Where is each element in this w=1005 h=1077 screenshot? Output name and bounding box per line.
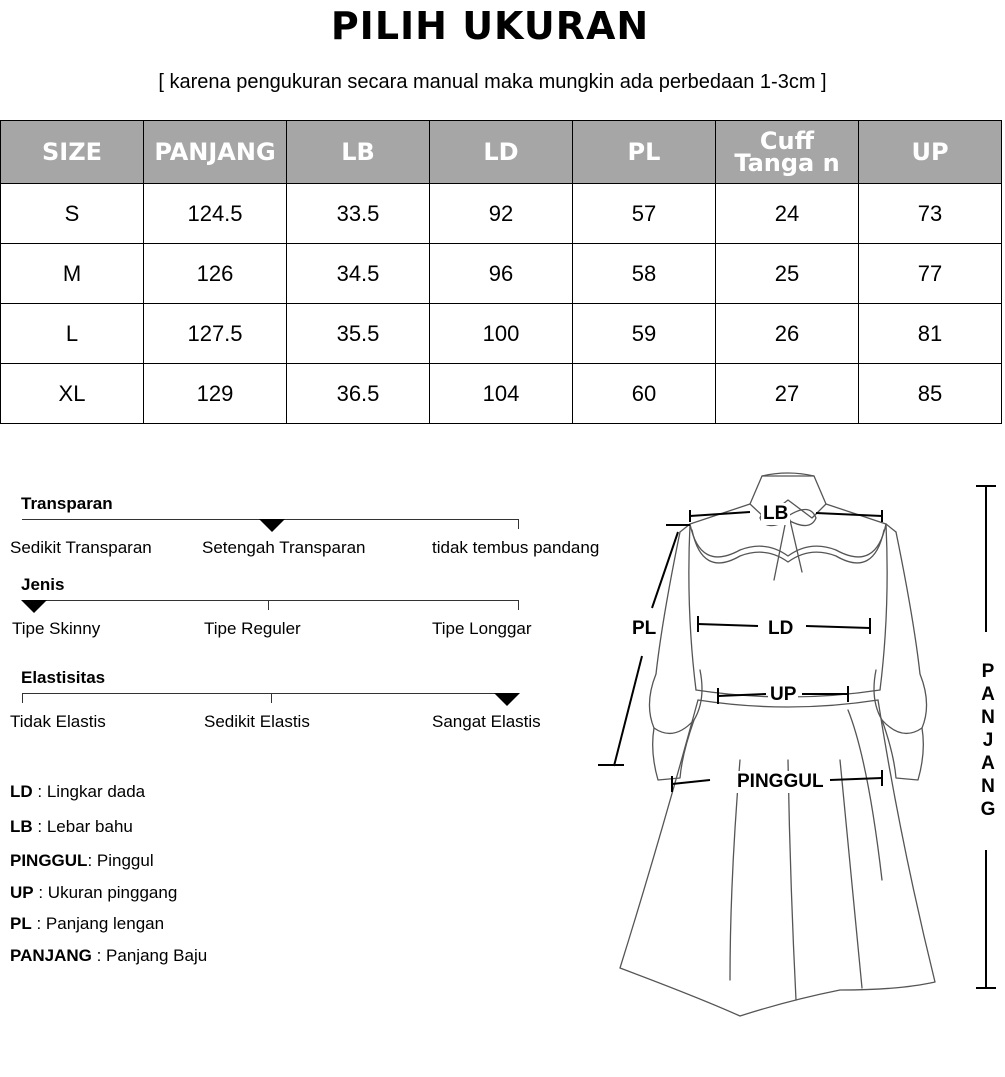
diagram-label-lb: LB [763, 503, 789, 524]
scale-tick [271, 693, 272, 703]
right-cuff [882, 720, 923, 780]
legend-item-ld [10, 782, 145, 802]
scale-label: Tipe Longgar [432, 619, 532, 638]
legend-desc: Panjang Baju [106, 946, 208, 965]
scale-label: Sedikit Transparan [10, 538, 152, 557]
panjang-letter: P [981, 661, 995, 682]
measurement-note: [ karena pengukuran secara manual maka mungkin ada perbedaan 1-3cm ] [158, 71, 827, 93]
size-table [0, 120, 1002, 424]
legend-abbr: LB [10, 817, 33, 836]
panjang-letter: A [981, 684, 995, 705]
right-sleeve [874, 532, 927, 733]
dress-illustration [590, 460, 1005, 1025]
scale-label: Tipe Skinny [12, 619, 101, 638]
legend-abbr: PANJANG [10, 946, 92, 965]
legend-desc: Pinggul [96, 851, 154, 870]
header-panjang: PANJANG [144, 121, 287, 184]
scale-label: tidak tembus pandang [432, 538, 600, 557]
bodice-left [689, 524, 696, 690]
cell-up: 73 [859, 184, 1002, 244]
legend-separator: : [91, 946, 107, 965]
cell-pl: 59 [573, 304, 716, 364]
legend-separator: : [87, 851, 97, 870]
cell-lb: 36.5 [287, 364, 430, 424]
scale-title: Jenis [21, 575, 65, 594]
cell-ld: 104 [430, 364, 573, 424]
panjang-letter: A [981, 753, 995, 774]
scale-label: Setengah Transparan [202, 538, 366, 557]
scale-marker [21, 600, 47, 613]
skirt-folds [730, 760, 862, 1000]
panjang-letter: J [982, 730, 994, 751]
bodice-right [880, 524, 887, 690]
cell-up: 81 [859, 304, 1002, 364]
panjang-letter: N [981, 707, 995, 728]
header-up: UP [859, 121, 1002, 184]
legend-abbr: PINGGUL [10, 851, 88, 870]
scale-label: Sangat Elastis [432, 712, 541, 731]
yoke-stitch [692, 530, 884, 563]
legend-separator: : [32, 782, 47, 801]
pinggul-measure-left [672, 780, 710, 784]
skirt-slit [848, 710, 882, 880]
cell-panjang: 127.5 [144, 304, 287, 364]
cell-lb: 34.5 [287, 244, 430, 304]
yoke-line [690, 524, 886, 557]
cell-cuff: 24 [716, 184, 859, 244]
cell-cuff: 27 [716, 364, 859, 424]
ld-measure-right [806, 626, 870, 628]
lb-measure-right [816, 513, 882, 516]
cell-panjang: 129 [144, 364, 287, 424]
panjang-letter: G [980, 799, 996, 820]
legend-separator: : [31, 914, 46, 933]
scale-label: Tipe Reguler [204, 619, 301, 638]
cell-size: L [1, 304, 144, 364]
size-table-header [1, 121, 1002, 184]
scale-tick [22, 693, 23, 703]
table-row [1, 364, 1002, 424]
scale-tick [518, 600, 519, 610]
pinggul-measure-right [830, 778, 882, 780]
legend-desc: Ukuran pinggang [47, 883, 178, 902]
cell-size: XL [1, 364, 144, 424]
header-lb: LB [287, 121, 430, 184]
legend-item-lb [10, 817, 133, 837]
scale-label: Sedikit Elastis [204, 712, 310, 731]
cell-panjang: 126 [144, 244, 287, 304]
diagram-label-panjang [977, 660, 999, 821]
cell-pl: 60 [573, 364, 716, 424]
cell-lb: 35.5 [287, 304, 430, 364]
table-row [1, 244, 1002, 304]
scale-title: Transparan [21, 494, 113, 513]
legend-desc: Lingkar dada [46, 782, 146, 801]
cell-pl: 58 [573, 244, 716, 304]
legend-abbr: PL [10, 914, 32, 933]
legend-item-up [10, 883, 177, 903]
cell-pl: 57 [573, 184, 716, 244]
cell-panjang: 124.5 [144, 184, 287, 244]
scale-tick [518, 519, 519, 529]
scale-line [22, 600, 519, 601]
legend-item-panjang [10, 946, 207, 966]
cell-lb: 33.5 [287, 184, 430, 244]
cell-cuff: 26 [716, 304, 859, 364]
cell-up: 77 [859, 244, 1002, 304]
scale-marker [494, 693, 520, 706]
pl-measure-bottom [614, 656, 642, 766]
header-ld: LD [430, 121, 573, 184]
scale-tick [268, 600, 269, 610]
diagram-label-ld: LD [768, 618, 794, 639]
cell-up: 85 [859, 364, 1002, 424]
table-row [1, 304, 1002, 364]
header-pl: PL [573, 121, 716, 184]
legend-separator: : [33, 883, 48, 902]
cell-ld: 92 [430, 184, 573, 244]
legend-item-pl [10, 914, 164, 934]
legend-desc: Lebar bahu [46, 817, 133, 836]
legend-desc: Panjang lengan [45, 914, 165, 933]
header-size: SIZE [1, 121, 144, 184]
left-cuff [653, 720, 694, 780]
cell-ld: 100 [430, 304, 573, 364]
scale-title: Elastisitas [21, 668, 106, 687]
cell-ld: 96 [430, 244, 573, 304]
skirt [620, 700, 935, 1016]
diagram-label-pl: PL [632, 618, 657, 639]
panjang-letter: N [981, 776, 995, 797]
legend-abbr: LD [10, 782, 33, 801]
cell-size: M [1, 244, 144, 304]
page-title: PILIH UKURAN [330, 4, 650, 48]
header-cuff: Cuff Tanga n [716, 121, 859, 184]
diagram-label-up: UP [770, 684, 797, 705]
table-row [1, 184, 1002, 244]
lb-measure-left [690, 512, 750, 516]
pl-measure-top [652, 532, 678, 608]
legend-separator: : [32, 817, 47, 836]
cell-cuff: 25 [716, 244, 859, 304]
legend-abbr: UP [10, 883, 34, 902]
legend-item-pinggul [10, 851, 154, 871]
cell-size: S [1, 184, 144, 244]
diagram-label-pinggul: PINGGUL [737, 771, 824, 792]
ld-measure-left [698, 624, 758, 626]
scale-marker [259, 519, 285, 532]
scale-label: Tidak Elastis [10, 712, 106, 731]
